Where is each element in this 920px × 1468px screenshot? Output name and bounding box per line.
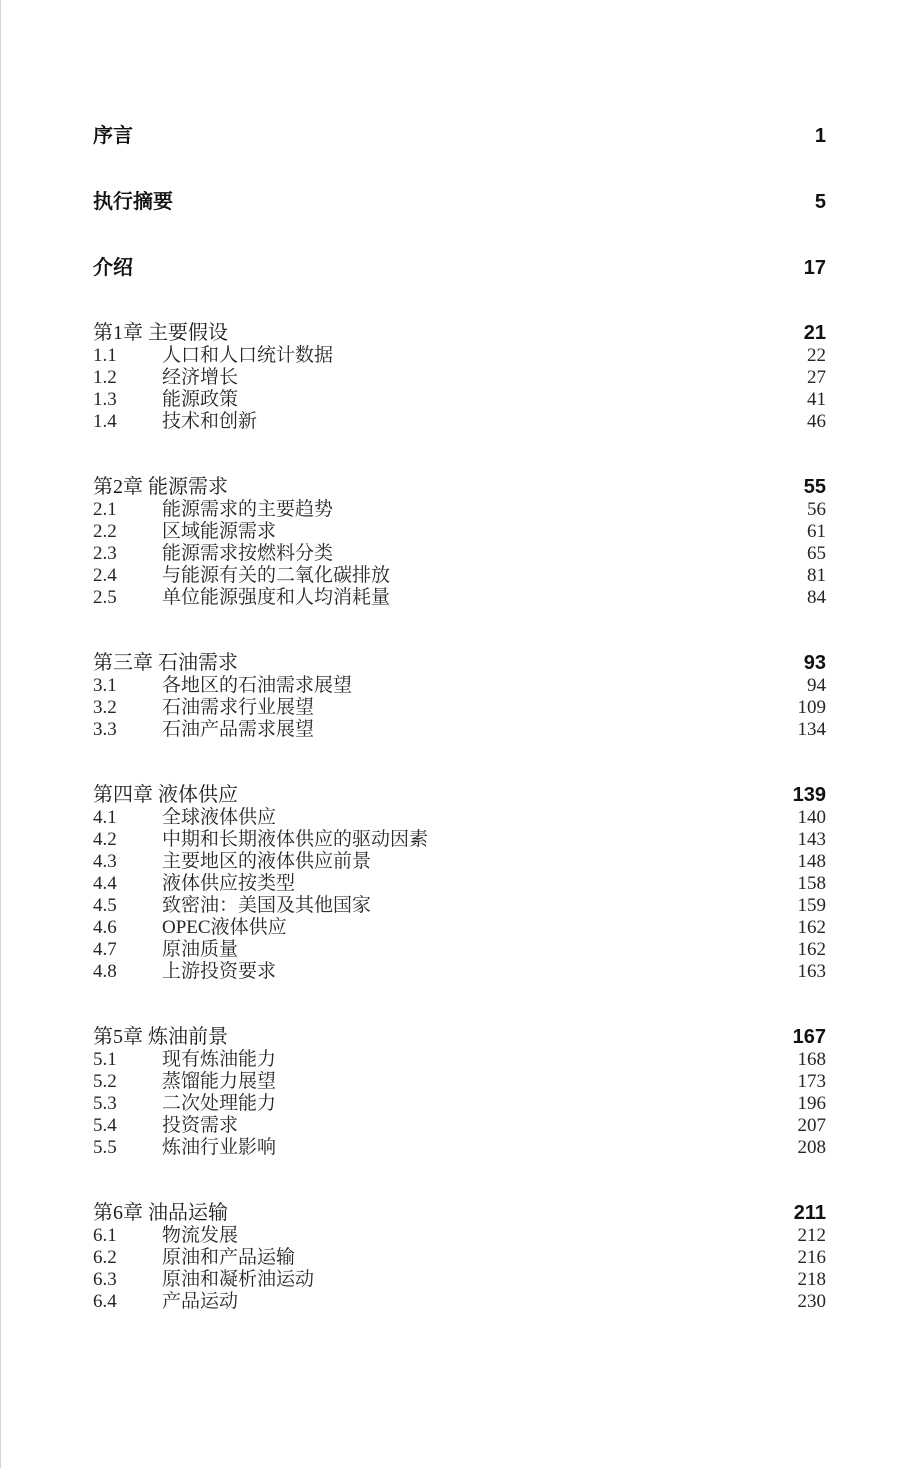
entry-title: 介绍 xyxy=(93,257,133,279)
section-number: 6.1 xyxy=(93,1225,117,1246)
section-entry xyxy=(93,1291,826,1313)
chapter-heading xyxy=(93,784,826,807)
section-number: 3.2 xyxy=(93,697,117,718)
section-entry xyxy=(93,807,826,829)
chapter-heading xyxy=(93,1026,826,1049)
section-entry xyxy=(93,543,826,565)
entry-title: 执行摘要 xyxy=(93,191,173,213)
section-page-number: 46 xyxy=(807,411,826,432)
section-number: 4.3 xyxy=(93,851,117,872)
section-title: 物流发展 xyxy=(162,1225,239,1246)
chapter-heading xyxy=(93,1202,826,1225)
chapter-heading xyxy=(93,652,826,675)
section-page-number: 159 xyxy=(797,895,826,916)
section-title: 二次处理能力 xyxy=(162,1093,277,1114)
section-number: 3.3 xyxy=(93,719,117,740)
section-number: 6.4 xyxy=(93,1291,117,1312)
section-title: 单位能源强度和人均消耗量 xyxy=(162,587,391,608)
section-entry xyxy=(93,1137,826,1159)
section-page-number: 212 xyxy=(797,1225,826,1246)
section-title: 石油产品需求展望 xyxy=(162,719,315,740)
section-number: 6.2 xyxy=(93,1247,117,1268)
section-title: 能源政策 xyxy=(162,389,239,410)
chapter-title: 第2章 能源需求 xyxy=(93,476,228,498)
section-number: 4.8 xyxy=(93,961,117,982)
chapter-page-number: 139 xyxy=(792,784,826,806)
section-title: 炼油行业影响 xyxy=(162,1137,277,1158)
section-page-number: 41 xyxy=(807,389,826,410)
section-title: 原油质量 xyxy=(162,939,239,960)
page-left-edge xyxy=(0,0,1,1468)
section-number: 5.5 xyxy=(93,1137,117,1158)
section-page-number: 81 xyxy=(807,565,826,586)
section-title: 区域能源需求 xyxy=(162,521,277,542)
section-entry xyxy=(93,829,826,851)
section-number: 4.1 xyxy=(93,807,117,828)
entry-page-number: 5 xyxy=(814,191,826,213)
section-page-number: 84 xyxy=(807,587,826,608)
section-page-number: 208 xyxy=(797,1137,826,1158)
section-entry xyxy=(93,587,826,609)
chapter-page-number: 21 xyxy=(803,322,826,344)
section-number: 4.6 xyxy=(93,917,117,938)
chapter-3-group xyxy=(93,652,826,741)
section-number: 1.3 xyxy=(93,389,117,410)
section-title: 原油和凝析油运动 xyxy=(162,1269,315,1290)
section-number: 4.5 xyxy=(93,895,117,916)
section-number: 4.4 xyxy=(93,873,117,894)
toc-entry-introduction xyxy=(93,257,826,279)
chapter-title: 第四章 液体供应 xyxy=(93,784,238,806)
chapter-4-group xyxy=(93,784,826,983)
section-entry xyxy=(93,697,826,719)
section-page-number: 216 xyxy=(797,1247,826,1268)
section-page-number: 163 xyxy=(797,961,826,982)
section-title: 经济增长 xyxy=(162,367,239,388)
section-entry xyxy=(93,1049,826,1071)
section-title: 原油和产品运输 xyxy=(162,1247,296,1268)
section-title: 现有炼油能力 xyxy=(162,1049,277,1070)
section-entry xyxy=(93,499,826,521)
section-number: 2.1 xyxy=(93,499,117,520)
section-title: 液体供应按类型 xyxy=(162,873,296,894)
section-title: 全球液体供应 xyxy=(162,807,277,828)
section-page-number: 162 xyxy=(797,939,826,960)
section-entry xyxy=(93,565,826,587)
section-entry xyxy=(93,1247,826,1269)
section-number: 2.5 xyxy=(93,587,117,608)
section-entry xyxy=(93,675,826,697)
section-entry xyxy=(93,1115,826,1137)
section-page-number: 158 xyxy=(797,873,826,894)
section-number: 2.4 xyxy=(93,565,117,586)
toc-entry-executive-summary xyxy=(93,191,826,213)
section-entry xyxy=(93,1071,826,1093)
section-entry xyxy=(93,367,826,389)
section-page-number: 65 xyxy=(807,543,826,564)
chapter-6-group xyxy=(93,1202,826,1313)
section-entry xyxy=(93,851,826,873)
chapter-page-number: 93 xyxy=(803,652,826,674)
section-number: 1.4 xyxy=(93,411,117,432)
section-title: 上游投资要求 xyxy=(162,961,277,982)
section-page-number: 148 xyxy=(797,851,826,872)
section-page-number: 56 xyxy=(807,499,826,520)
section-page-number: 162 xyxy=(797,917,826,938)
chapter-page-number: 55 xyxy=(803,476,826,498)
section-title: 与能源有关的二氧化碳排放 xyxy=(162,565,391,586)
chapter-2-group xyxy=(93,476,826,609)
section-entry xyxy=(93,917,826,939)
chapter-heading xyxy=(93,476,826,499)
section-title: 产品运动 xyxy=(162,1291,239,1312)
section-page-number: 196 xyxy=(797,1093,826,1114)
section-number: 5.2 xyxy=(93,1071,117,1092)
section-page-number: 134 xyxy=(797,719,826,740)
section-title: 各地区的石油需求展望 xyxy=(162,675,353,696)
section-page-number: 168 xyxy=(797,1049,826,1070)
section-number: 1.1 xyxy=(93,345,117,366)
section-title: 投资需求 xyxy=(162,1115,239,1136)
section-number: 6.3 xyxy=(93,1269,117,1290)
section-title: 技术和创新 xyxy=(162,411,258,432)
section-title: 能源需求的主要趋势 xyxy=(162,499,334,520)
section-page-number: 22 xyxy=(807,345,826,366)
section-page-number: 218 xyxy=(797,1269,826,1290)
section-number: 4.2 xyxy=(93,829,117,850)
section-entry xyxy=(93,411,826,433)
section-entry xyxy=(93,895,826,917)
section-entry xyxy=(93,521,826,543)
section-entry xyxy=(93,961,826,983)
section-title: 石油需求行业展望 xyxy=(162,697,315,718)
entry-page-number: 17 xyxy=(803,257,826,279)
chapter-5-group xyxy=(93,1026,826,1159)
toc-entry-preface xyxy=(93,125,826,147)
section-number: 4.7 xyxy=(93,939,117,960)
section-page-number: 94 xyxy=(807,675,826,696)
section-entry xyxy=(93,1093,826,1115)
section-number: 5.3 xyxy=(93,1093,117,1114)
chapter-title: 第5章 炼油前景 xyxy=(93,1026,228,1048)
entry-page-number: 1 xyxy=(814,125,826,147)
section-page-number: 143 xyxy=(797,829,826,850)
section-number: 5.1 xyxy=(93,1049,117,1070)
section-page-number: 109 xyxy=(797,697,826,718)
chapter-title: 第1章 主要假设 xyxy=(93,322,228,344)
section-page-number: 230 xyxy=(797,1291,826,1312)
section-entry xyxy=(93,873,826,895)
chapter-page-number: 211 xyxy=(793,1202,826,1224)
section-title: 蒸馏能力展望 xyxy=(162,1071,277,1092)
section-number: 2.3 xyxy=(93,543,117,564)
section-entry xyxy=(93,939,826,961)
section-page-number: 173 xyxy=(797,1071,826,1092)
section-page-number: 140 xyxy=(797,807,826,828)
chapter-title: 第6章 油品运输 xyxy=(93,1202,228,1224)
section-number: 3.1 xyxy=(93,675,117,696)
chapter-heading xyxy=(93,322,826,345)
chapter-1-group xyxy=(93,322,826,433)
section-title: 中期和长期液体供应的驱动因素 xyxy=(162,829,429,850)
section-entry xyxy=(93,719,826,741)
section-title: OPEC液体供应 xyxy=(162,917,287,938)
entry-title: 序言 xyxy=(93,125,133,147)
section-title: 主要地区的液体供应前景 xyxy=(162,851,372,872)
section-entry xyxy=(93,389,826,411)
section-number: 1.2 xyxy=(93,367,117,388)
section-page-number: 61 xyxy=(807,521,826,542)
table-of-contents xyxy=(93,125,826,1313)
section-page-number: 207 xyxy=(797,1115,826,1136)
section-entry xyxy=(93,345,826,367)
section-page-number: 27 xyxy=(807,367,826,388)
chapter-title: 第三章 石油需求 xyxy=(93,652,238,674)
section-number: 2.2 xyxy=(93,521,117,542)
section-number: 5.4 xyxy=(93,1115,117,1136)
section-entry xyxy=(93,1269,826,1291)
section-title: 能源需求按燃料分类 xyxy=(162,543,334,564)
section-title: 致密油：美国及其他国家 xyxy=(162,895,372,916)
section-title: 人口和人口统计数据 xyxy=(162,345,334,366)
chapter-page-number: 167 xyxy=(792,1026,826,1048)
section-entry xyxy=(93,1225,826,1247)
